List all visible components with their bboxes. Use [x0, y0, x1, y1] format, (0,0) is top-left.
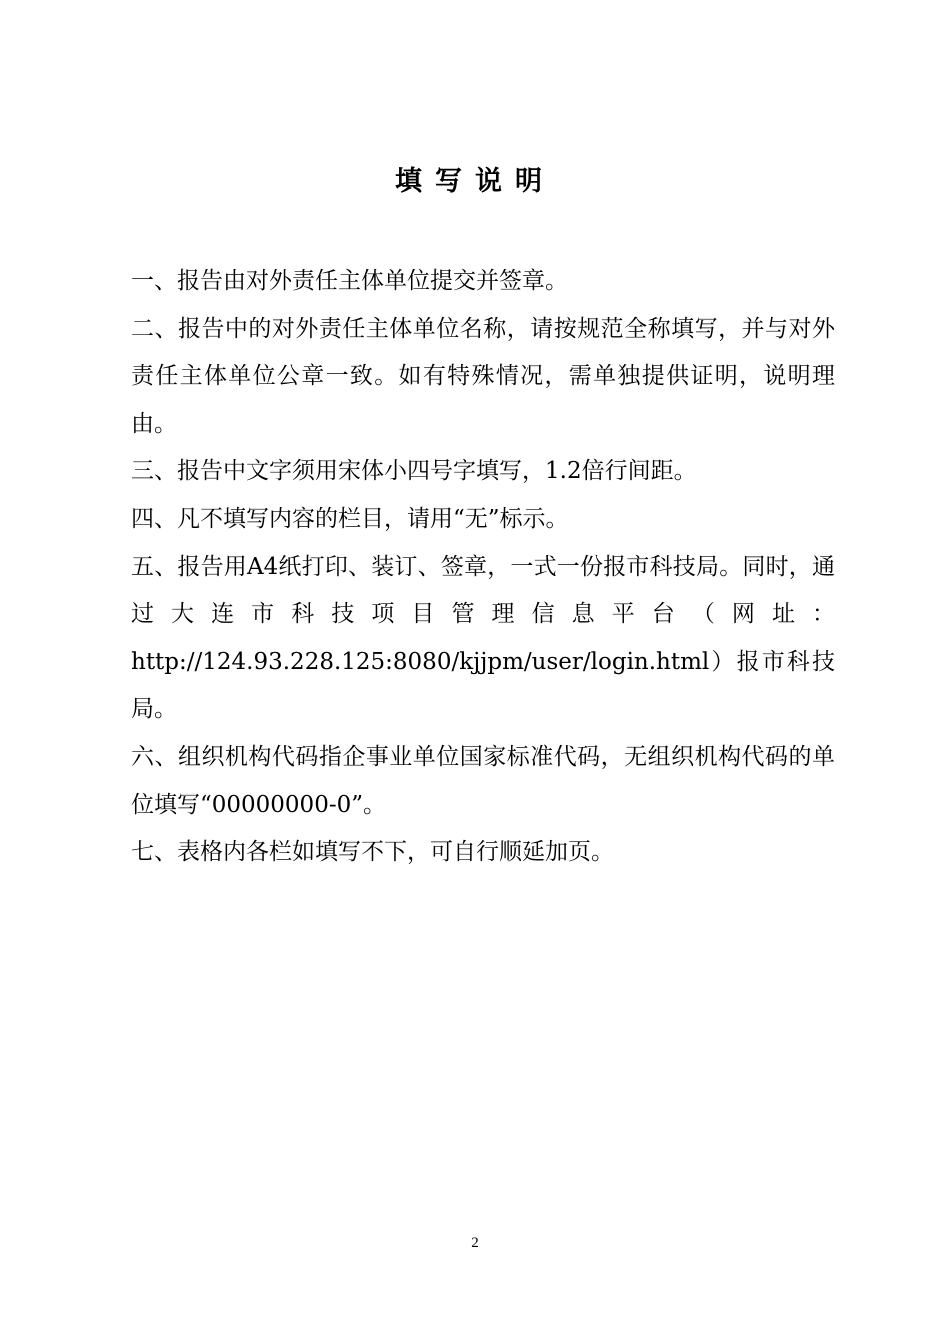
instruction-item-5: 五、报告用A4纸打印、装订、签章，一式一份报市科技局。同时，通过大连市科技项目管理信息平台（网址：	[131, 553, 835, 628]
instruction-item-6: 六、组织机构代码指企事业单位国家标准代码，无组织机构代码的单位填写“00000000-0”。	[131, 743, 835, 818]
instruction-item-4: 四、凡不填写内容的栏目，请用“无”标示。	[131, 505, 569, 532]
instruction-item-5-url: http://124.93.228.125:8080/kjjpm/user/login.html）报市科技局。	[131, 648, 835, 723]
page-title: 填写说明	[395, 166, 555, 197]
instruction-item-2: 二、报告中的对外责任主体单位名称，请按规范全称填写，并与对外责任主体单位公章一致。如有特殊情况，需单独提供证明，说明理由。	[131, 315, 835, 437]
instructions-body	[131, 258, 835, 877]
instruction-item-1: 一、报告由对外责任主体单位提交并签章。	[131, 268, 568, 294]
page-number: 2	[471, 1235, 479, 1251]
instruction-item-7: 七、表格内各栏如填写不下，可自行顺延加页。	[131, 839, 614, 866]
instruction-item-3: 三、报告中文字须用宋体小四号字填写，1.2倍行间距。	[131, 458, 697, 485]
